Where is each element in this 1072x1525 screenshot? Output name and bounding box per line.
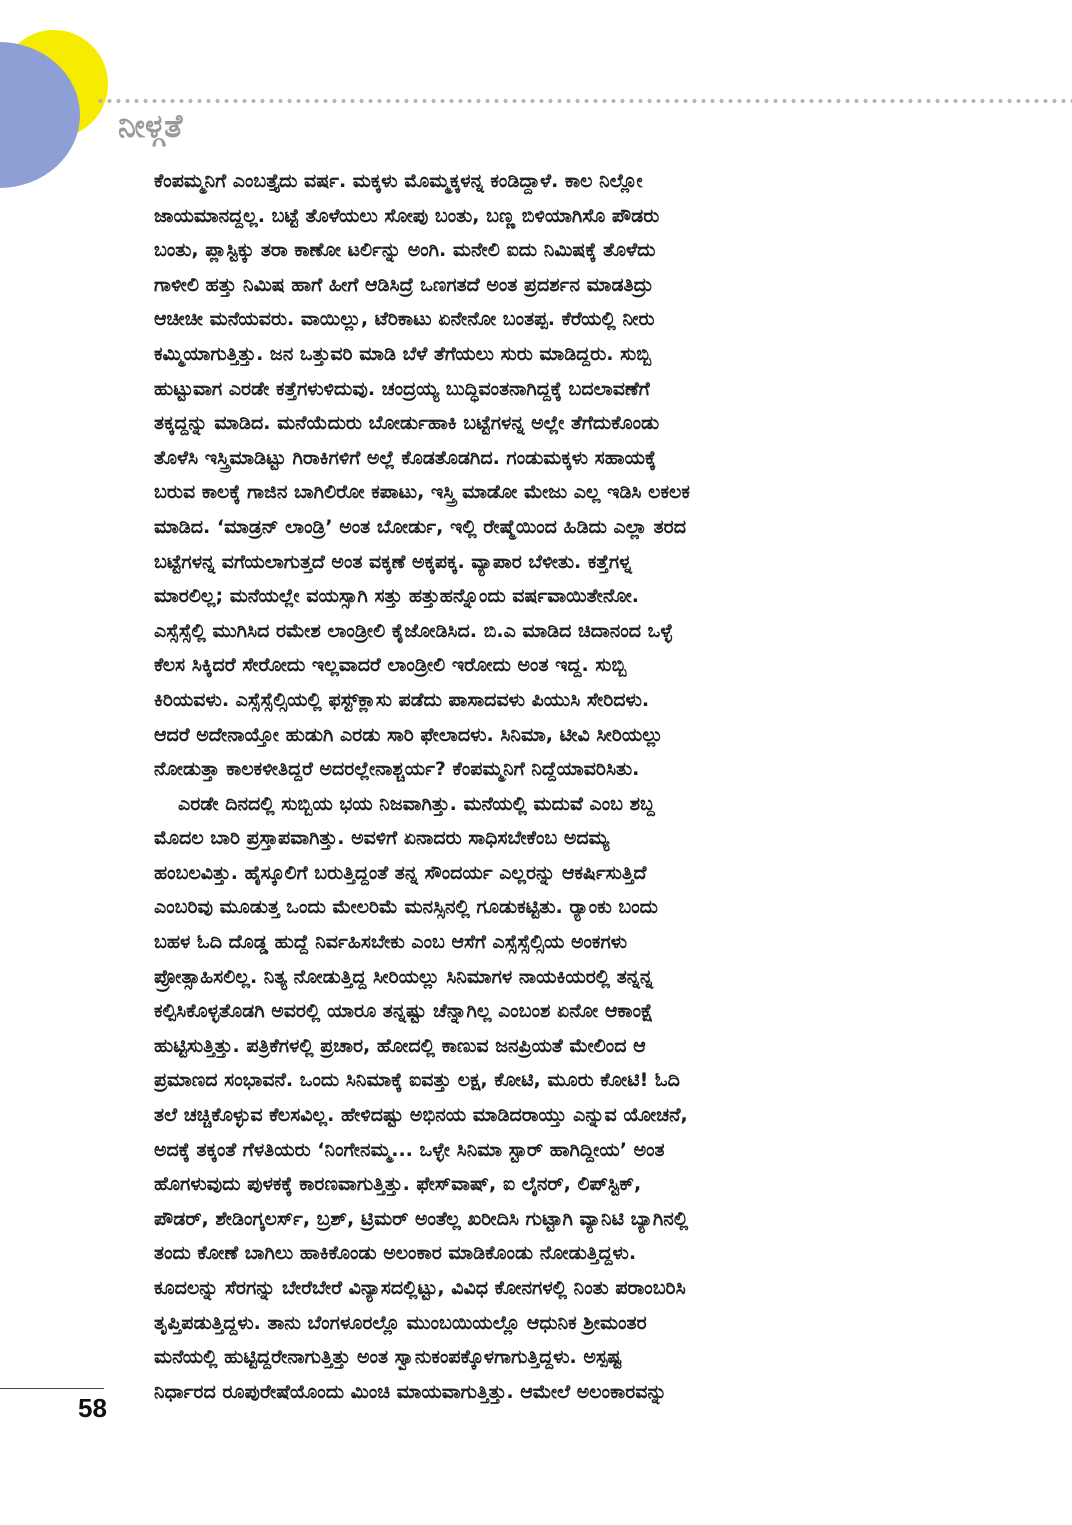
text-line: ಕೆಲಸ ಸಿಕ್ಕಿದರೆ ಸೇರೋದು ಇಲ್ಲವಾದರೆ ಲಾಂಡ್ರೀಲಿ ಇರೋದು ಅಂತ ಇದ್ದ. ಸುಬ್ಬಿ	[154, 654, 627, 677]
text-line: ಕಲ್ಪಿಸಿಕೊಳ್ಳತೊಡಗಿ ಅವರಲ್ಲಿ ಯಾರೂ ತನ್ನಷ್ಟು ಚೆನ್ನಾಗಿಲ್ಲ ಎಂಬಂಶ ಏನೋ ಆಕಾಂಕ್ಷೆ	[154, 1000, 654, 1023]
text-line: ಹುಟ್ಟಿಸುತ್ತಿತ್ತು. ಪತ್ರಿಕೆಗಳಲ್ಲಿ ಪ್ರಚಾರ, ಹೋದಲ್ಲಿ ಕಾಣುವ ಜನಪ್ರಿಯತೆ ಮೇಲಿಂದ ಆ	[154, 1034, 646, 1057]
text-line: ಕೆಂಪಮ್ಮನಿಗೆ ಎಂಬತ್ತೈದು ವರ್ಷ. ಮಕ್ಕಳು ಮೊಮ್ಮಕ್ಕಳನ್ನ ಕಂಡಿದ್ದಾಳೆ. ಕಾಲ ನಿಲ್ಲೋ	[154, 170, 643, 192]
text-line: ಜಾಯಮಾನದ್ದಲ್ಲ. ಬಟ್ಟೆ ತೊಳೆಯಲು ಸೋಪು ಬಂತು, ಬಣ್ಣ ಬಿಳಿಯಾಗಿಸೊ ಪೌಡರು	[154, 204, 660, 227]
story-body	[154, 164, 924, 1409]
header-dotted-rule	[96, 98, 1072, 104]
text-line: ಮಾಡಿದ. ‘ಮಾಡ್ರನ್ ಲಾಂಡ್ರಿ’ ಅಂತ ಬೋರ್ಡು, ಇಲ್ಲಿ ರೇಷ್ಮೆಯಿಂದ ಹಿಡಿದು ಎಲ್ಲಾ ತರದ	[154, 515, 686, 538]
text-line: ಬಂತು, ಪ್ಲಾಸ್ಟಿಕ್ಕು ತರಾ ಕಾಣೋ ಟರ್ಲಿನ್ನು ಅಂಗಿ. ಮನೇಲಿ ಐದು ನಿಮಿಷಕ್ಕೆ ತೊಳೆದು	[154, 239, 656, 262]
text-line: ಹುಟ್ಟುವಾಗ ಎರಡೇ ಕತ್ತೆಗಳುಳಿದುವು. ಚಂದ್ರಯ್ಯ ಬುದ್ಧಿವಂತನಾಗಿದ್ದಕ್ಕೆ ಬದಲಾವಣೆಗೆ	[154, 377, 650, 400]
text-line: ಎಂಬರಿವು ಮೂಡುತ್ತ ಒಂದು ಮೇಲರಿಮೆ ಮನಸ್ಸಿನಲ್ಲಿ ಗೂಡುಕಟ್ಟಿತು. ರ‍್ಯಾಂಕು ಬಂದು	[154, 896, 658, 919]
text-line: ಮಾರಲಿಲ್ಲ; ಮನೆಯಲ್ಲೇ ವಯಸ್ಸಾಗಿ ಸತ್ತು ಹತ್ತುಹನ್ನೊಂದು ವರ್ಷವಾಯಿತೇನೋ.	[154, 585, 640, 608]
text-line: ಹಂಬಲವಿತ್ತು. ಹೈಸ್ಕೂಲಿಗೆ ಬರುತ್ತಿದ್ದಂತೆ ತನ್ನ ಸೌಂದರ್ಯ ಎಲ್ಲರನ್ನು ಆಕರ್ಷಿಸುತ್ತಿದೆ	[154, 861, 647, 884]
text-line: ಗಾಳೀಲಿ ಹತ್ತು ನಿಮಿಷ ಹಾಗೆ ಹೀಗೆ ಆಡಿಸಿದ್ರೆ ಒಣಗತದೆ ಅಂತ ಪ್ರದರ್ಶನ ಮಾಡತಿದ್ರು	[154, 273, 653, 296]
text-line: ಮೊದಲ ಬಾರಿ ಪ್ರಸ್ತಾಪವಾಗಿತ್ತು. ಅವಳಿಗೆ ಏನಾದರು ಸಾಧಿಸಬೇಕೆಂಬ ಅದಮ್ಯ	[154, 827, 610, 850]
text-line: ಮನೆಯಲ್ಲಿ ಹುಟ್ಟಿದ್ದರೇನಾಗುತ್ತಿತ್ತು ಅಂತ ಸ್ವಾನುಕಂಪಕ್ಕೊಳಗಾಗುತ್ತಿದ್ದಳು. ಅಸ್ಪಷ್ಟ	[154, 1346, 622, 1369]
text-line: ಹೊಗಳುವುದು ಪುಳಕಕ್ಕೆ ಕಾರಣವಾಗುತ್ತಿತ್ತು. ಫೇಸ್‌ವಾಷ್, ಐ ಲೈನರ್, ಲಿಪ್‌ಸ್ಟಿಕ್,	[154, 1173, 642, 1196]
page-number: 58	[78, 1393, 107, 1423]
text-line: ಪ್ರಮಾಣದ ಸಂಭಾವನೆ. ಒಂದು ಸಿನಿಮಾಕ್ಕೆ ಐವತ್ತು ಲಕ್ಷ, ಕೋಟಿ, ಮೂರು ಕೋಟಿ! ಓದಿ	[154, 1069, 680, 1092]
text-line: ನಿರ್ಧಾರದ ರೂಪುರೇಷೆಯೊಂದು ಮಿಂಚಿ ಮಾಯವಾಗುತ್ತಿತ್ತು. ಆಮೇಲೆ ಅಲಂಕಾರವನ್ನು	[154, 1380, 667, 1403]
footer-rule	[0, 1388, 104, 1389]
text-line: ಪೌಡರ್, ಶೇಡಿಂಗ್ಕಲರ್ಸ್, ಬ್ರಶ್, ಟ್ರಿಮರ್ ಅಂತೆಲ್ಲ ಖರೀದಿಸಿ ಗುಟ್ಟಾಗಿ ವ್ಯಾನಿಟಿ ಬ್ಯಾಗಿನಲ್ಲಿ	[154, 1207, 689, 1230]
section-title: ನೀಳ್ಗತೆ	[118, 107, 183, 145]
text-line: ಬಟ್ಟೆಗಳನ್ನ ವಗೆಯಲಾಗುತ್ತದೆ ಅಂತ ವಕ್ಕಣೆ ಅಕ್ಕಪಕ್ಕ. ವ್ಯಾಪಾರ ಬೆಳೀತು. ಕತ್ತೆಗಳ್ನ	[154, 550, 633, 573]
text-line: ಎಸ್ಸೆಸ್ಸೆಲ್ಲಿ ಮುಗಿಸಿದ ರಮೇಶ ಲಾಂಡ್ರೀಲಿ ಕೈಜೋಡಿಸಿದ. ಬಿ.ಎ ಮಾಡಿದ ಚಿದಾನಂದ ಒಳ್ಳೆ	[154, 619, 673, 642]
text-line: ಪ್ರೋತ್ಸಾಹಿಸಲಿಲ್ಲ. ನಿತ್ಯ ನೋಡುತ್ತಿದ್ದ ಸೀರಿಯಲ್ಲು ಸಿನಿಮಾಗಳ ನಾಯಕಿಯರಲ್ಲಿ ತನ್ನನ್ನ	[154, 965, 654, 988]
text-line: ತೊಳೆಸಿ ಇಸ್ತ್ರಿಮಾಡಿಟ್ಟು ಗಿರಾಕಿಗಳಿಗೆ ಅಲ್ಲೆ ಕೊಡತೊಡಗಿದ. ಗಂಡುಮಕ್ಕಳು ಸಹಾಯಕ್ಕೆ	[154, 446, 657, 469]
text-line: ತಲೆ ಚಚ್ಚಿಕೊಳ್ಳುವ ಕೆಲಸವಿಲ್ಲ. ಹೇಳಿದಷ್ಟು ಅಭಿನಯ ಮಾಡಿದರಾಯ್ತು ಎನ್ನುವ ಯೋಚನೆ,	[154, 1104, 688, 1127]
text-line: ಬರುವ ಕಾಲಕ್ಕೆ ಗಾಜಿನ ಬಾಗಿಲಿರೋ ಕಪಾಟು, ಇಸ್ತ್ರಿ ಮಾಡೋ ಮೇಜು ಎಲ್ಲ ಇಡಿಸಿ ಲಕಲಕ	[154, 481, 690, 504]
text-line: ತೃಪ್ತಿಪಡುತ್ತಿದ್ದಳು. ತಾನು ಬೆಂಗಳೂರಲ್ಲೊ ಮುಂಬಯಿಯಲ್ಲೊ ಆಧುನಿಕ ಶ್ರೀಮಂತರ	[154, 1311, 647, 1334]
text-line: ಕಮ್ಮಿಯಾಗುತ್ತಿತ್ತು. ಜನ ಒತ್ತುವರಿ ಮಾಡಿ ಬೆಳೆ ತೆಗೆಯಲು ಸುರು ಮಾಡಿದ್ದರು. ಸುಬ್ಬಿ	[154, 342, 652, 365]
text-line: ಕೂದಲನ್ನು ಸೆರಗನ್ನು ಬೇರೆಬೇರೆ ವಿನ್ಯಾಸದಲ್ಲಿಟ್ಟು, ವಿವಿಧ ಕೋನಗಳಲ್ಲಿ ನಿಂತು ಪರಾಂಬರಿಸಿ	[154, 1277, 686, 1299]
paragraph-start-line: ಎರಡೇ ದಿನದಲ್ಲಿ ಸುಬ್ಬಿಯ ಭಯ ನಿಜವಾಗಿತ್ತು. ಮನೆಯಲ್ಲಿ ಮದುವೆ ಎಂಬ ಶಬ್ದ	[178, 792, 655, 815]
text-line: ನೋಡುತ್ತಾ ಕಾಲಕಳೀತಿದ್ದರೆ ಅದರಲ್ಲೇನಾಶ್ಚರ್ಯ? ಕೆಂಪಮ್ಮನಿಗೆ ನಿದ್ದೆಯಾವರಿಸಿತು.	[154, 758, 640, 781]
text-line: ಅದಕ್ಕೆ ತಕ್ಕಂತೆ ಗೆಳತಿಯರು ‘ನಿಂಗೇನಮ್ಮ... ಒಳ್ಳೇ ಸಿನಿಮಾ ಸ್ಟಾರ್ ಹಾಗಿದ್ದೀಯ’ ಅಂತ	[154, 1138, 665, 1161]
text-line: ಆಚೀಚೀ ಮನೆಯವರು. ವಾಯಿಲ್ಲು, ಟೆರಿಕಾಟು ಏನೇನೋ ಬಂತಪ್ಪ. ಕೆರೆಯಲ್ಲಿ ನೀರು	[154, 308, 655, 331]
text-line: ತಂದು ಕೋಣೆ ಬಾಗಿಲು ಹಾಕಿಕೊಂಡು ಅಲಂಕಾರ ಮಾಡಿಕೊಂಡು ನೋಡುತ್ತಿದ್ದಳು.	[154, 1242, 637, 1265]
text-line: ಕಿರಿಯವಳು. ಎಸ್ಸೆಸ್ಸೆಲ್ಸಿಯಲ್ಲಿ ಫಸ್ಟ್‌ಕ್ಲಾಸು ಪಡೆದು ಪಾಸಾದವಳು ಪಿಯುಸಿ ಸೇರಿದಳು.	[154, 688, 650, 711]
text-line: ತಕ್ಕದ್ದನ್ನು ಮಾಡಿದ. ಮನೆಯೆದುರು ಬೋರ್ಡುಹಾಕಿ ಬಟ್ಟೆಗಳನ್ನ ಅಲ್ಲೇ ತೆಗೆದುಕೊಂಡು	[154, 412, 660, 435]
text-line: ಬಹಳ ಓದಿ ದೊಡ್ಡ ಹುದ್ದೆ ನಿರ್ವಹಿಸಬೇಕು ಎಂಬ ಆಸೆಗೆ ಎಸ್ಸೆಸ್ಸೆಲ್ಸಿಯ ಅಂಕಗಳು	[154, 931, 628, 954]
text-line: ಆದರೆ ಅದೇನಾಯ್ತೋ ಹುಡುಗಿ ಎರಡು ಸಾರಿ ಫೇಲಾದಳು. ಸಿನಿಮಾ, ಟೀವಿ ಸೀರಿಯಲ್ಲು	[154, 723, 663, 746]
